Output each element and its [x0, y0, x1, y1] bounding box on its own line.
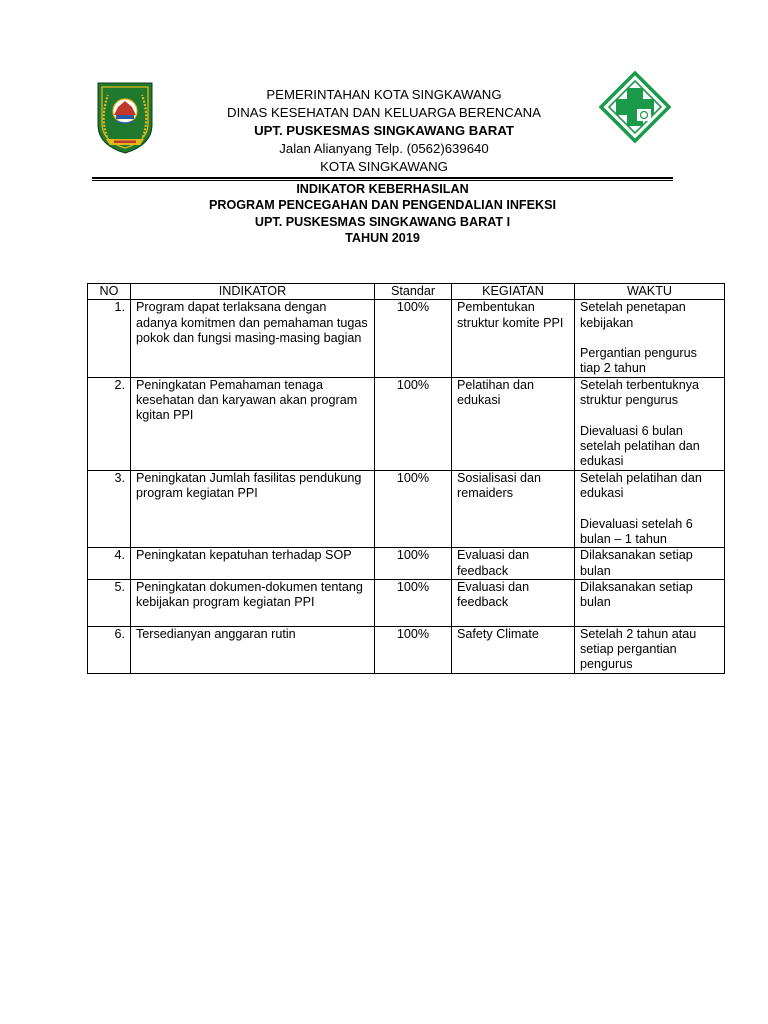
table-row — [88, 548, 725, 580]
header-standar: Standar — [375, 284, 452, 300]
cell-indikator: Peningkatan kepatuhan terhadap SOP — [131, 548, 375, 580]
title-line-3: UPT. PUSKESMAS SINGKAWANG BARAT I — [254, 214, 511, 229]
cell-indikator: Tersedianyan anggaran rutin — [131, 626, 375, 673]
letterhead-line-city: KOTA SINGKAWANG — [320, 159, 448, 175]
cell-no: 1. — [88, 300, 131, 377]
waktu-line: Dievaluasi 6 bulan setelah pelatihan dan edukasi — [580, 423, 700, 469]
cell-no: 5. — [88, 579, 131, 626]
title-line-1: INDIKATOR KEBERHASILAN — [296, 182, 469, 196]
header-kegiatan: KEGIATAN — [452, 284, 575, 300]
table-row — [88, 626, 725, 673]
cell-kegiatan: Evaluasi dan feedback — [452, 579, 575, 626]
cell-standar: 100% — [375, 470, 452, 547]
cell-indikator: Program dapat terlaksana dengan adanya komitmen dan pemahaman tugas pokok dan fungsi masing-masing bagian — [131, 300, 375, 377]
cell-waktu — [575, 579, 725, 626]
cell-standar: 100% — [375, 300, 452, 377]
city-crest-logo — [92, 79, 158, 155]
table-row — [88, 300, 725, 377]
letterhead-line-department: DINAS KESEHATAN DAN KELUARGA BERENCANA — [227, 105, 541, 121]
header-waktu: WAKTU — [575, 284, 725, 300]
waktu-line: Setelah 2 tahun atau setiap pergantian pengurus — [580, 626, 697, 672]
cell-waktu — [575, 377, 725, 470]
cell-standar: 100% — [375, 579, 452, 626]
cell-waktu — [575, 300, 725, 377]
letterhead-line-institution: UPT. PUSKESMAS SINGKAWANG BARAT — [254, 123, 514, 139]
cell-kegiatan: Evaluasi dan feedback — [452, 548, 575, 580]
cell-no: 4. — [88, 548, 131, 580]
header-indikator: INDIKATOR — [131, 284, 375, 300]
header-no: NO — [88, 284, 131, 300]
letterhead-line-government: PEMERINTAHAN KOTA SINGKAWANG — [266, 87, 502, 102]
waktu-line: Dilaksanakan setiap bulan — [580, 548, 693, 578]
table-row — [88, 470, 725, 547]
cell-indikator: Peningkatan dokumen-dokumen tentang kebijakan program kegiatan PPI — [131, 579, 375, 626]
letterhead-line-address: Jalan Alianyang Telp. (0562)639640 — [279, 141, 489, 157]
table-row — [88, 377, 725, 470]
cell-standar: 100% — [375, 548, 452, 580]
cell-no: 6. — [88, 626, 131, 673]
cell-waktu — [575, 470, 725, 547]
puskesmas-cross-logo — [599, 71, 671, 143]
waktu-line: Setelah pelatihan dan edukasi — [580, 470, 702, 501]
waktu-line: Setelah penetapan kebijakan — [580, 300, 686, 330]
cell-waktu — [575, 626, 725, 673]
waktu-line: Setelah terbentuknya struktur pengurus — [580, 377, 700, 408]
letterhead-rule-thick — [92, 177, 673, 179]
title-line-4: TAHUN 2019 — [345, 230, 420, 245]
cell-kegiatan: Safety Climate — [452, 626, 575, 673]
table-row — [88, 579, 725, 626]
cell-kegiatan: Pelatihan dan edukasi — [452, 377, 575, 470]
waktu-line: Dievaluasi setelah 6 bulan – 1 tahun — [580, 516, 693, 546]
cell-kegiatan: Pembentukan struktur komite PPI — [452, 300, 575, 377]
title-line-2: PROGRAM PENCEGAHAN DAN PENGENDALIAN INFEKSI — [208, 198, 557, 213]
cell-standar: 100% — [375, 377, 452, 470]
table-header-row — [88, 284, 725, 300]
waktu-line: Pergantian pengurus tiap 2 tahun — [580, 346, 697, 376]
letterhead — [160, 86, 608, 176]
cell-kegiatan: Sosialisasi dan remaiders — [452, 470, 575, 547]
cell-indikator: Peningkatan Jumlah fasilitas pendukung program kegiatan PPI — [131, 470, 375, 547]
indicator-table — [87, 283, 725, 674]
cell-standar: 100% — [375, 626, 452, 673]
cell-no: 3. — [88, 470, 131, 547]
document-title — [92, 181, 673, 246]
cell-no: 2. — [88, 377, 131, 470]
cell-indikator: Peningkatan Pemahaman tenaga kesehatan dan karyawan akan program kgitan PPI — [131, 377, 375, 470]
cell-waktu — [575, 548, 725, 580]
waktu-line: Dilaksanakan setiap bulan — [580, 579, 693, 610]
